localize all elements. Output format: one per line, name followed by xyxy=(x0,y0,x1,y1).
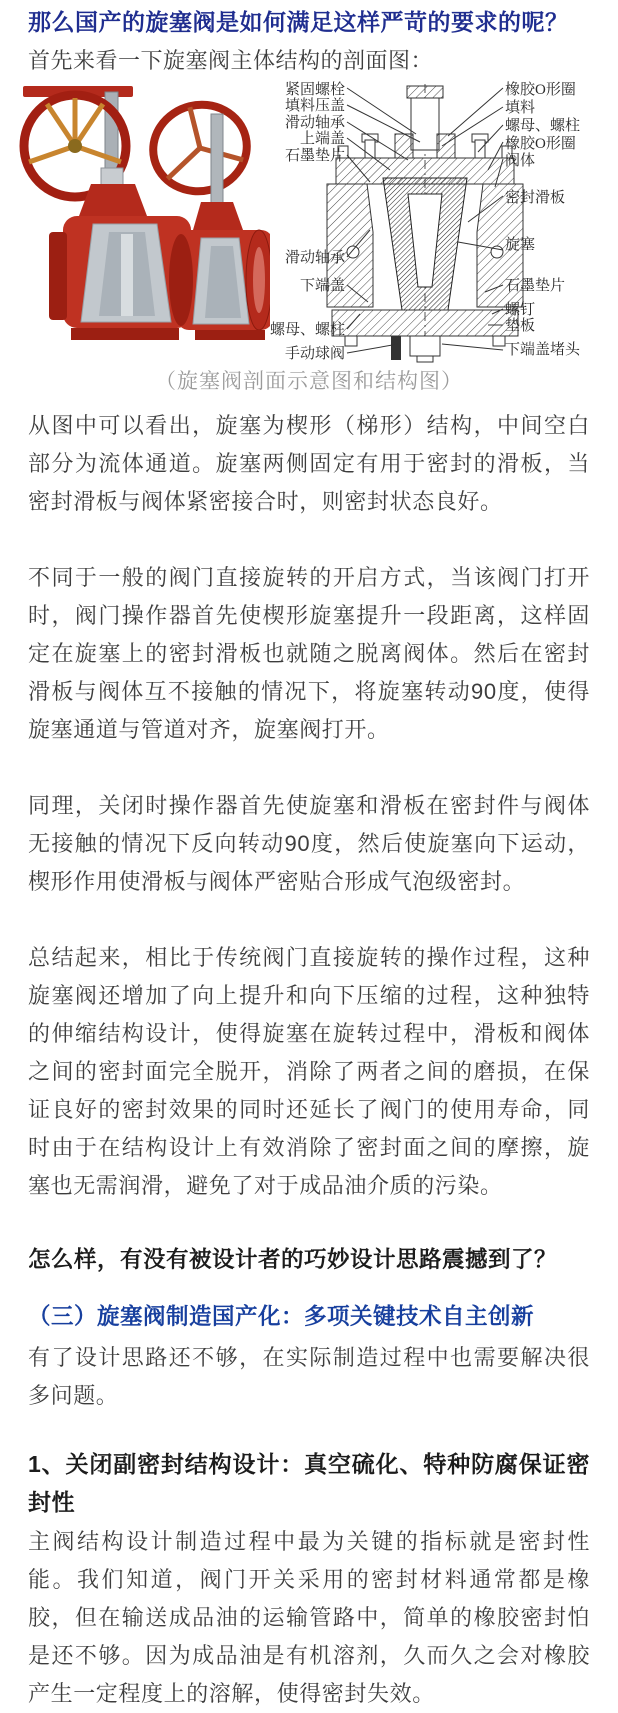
figure-intro-text: 首先来看一下旋塞阀主体结构的剖面图： xyxy=(28,48,434,73)
body-paragraph: 同理，关闭时操作器首先使旋塞和滑板在密封件与阀体无接触的情况下反向转动90度，然后使旋塞向下运动，楔形作用使滑板与阀体严密贴合形成气泡级密封。 xyxy=(28,793,590,894)
diagram-label: 螺钉 xyxy=(505,302,536,318)
diagram-label: 手动球阀 xyxy=(284,346,345,362)
diagram-label: 密封滑板 xyxy=(505,190,566,206)
diagram-label: 螺母、螺柱 xyxy=(269,322,345,338)
subsection-heading: 1、关闭副密封结构设计：真空硫化、特种防腐保证密封性 xyxy=(28,1451,590,1515)
body-paragraph: 总结起来，相比于传统阀门直接旋转的操作过程，这种旋塞阀还增加了向上提升和向下压缩的过程，这种独特的伸缩结构设计，使得旋塞在旋转过程中，滑板和阀体之间的密封面完全脱开，消除了两者之间的磨损，在保证良好的密封效果的同时还延长了阀门的使用寿命，同时由于在结构设计上有效消除了密封面之间的摩擦，旋塞也无需润滑，避免了对于成品油介质的污染。 xyxy=(28,945,590,1198)
body-paragraph: 从图中可以看出，旋塞为楔形（梯形）结构，中间空白部分为流体通道。旋塞两侧固定有用于密封的滑板，当密封滑板与阀体紧密接合时，则密封状态良好。 xyxy=(28,413,590,514)
diagram-label: 石墨垫片 xyxy=(505,278,566,294)
diagram-label: 填料 xyxy=(505,100,536,116)
subsection-paragraph: 主阀结构设计制造过程中最为关键的指标就是密封性能。我们知道，阀门开关采用的密封材料通常都是橡胶，但在输送成品油的运输管路中，简单的橡胶密封怕是还不够。因为成品油是有机溶剂，久而久之会对橡胶产生一定程度上的溶解，使得密封失效。 xyxy=(28,1529,590,1706)
figure-caption: （旋塞阀剖面示意图和结构图） xyxy=(155,370,463,393)
article-question-heading: 那么国产的旋塞阀是如何满足这样严苛的要求的呢？ xyxy=(28,9,569,35)
section-intro-paragraph: 有了设计思路还不够，在实际制造过程中也需要解决很多问题。 xyxy=(28,1345,590,1408)
diagram-label: 橡胶O形圈 xyxy=(505,136,576,152)
valve-figure xyxy=(0,82,618,365)
diagram-label: 填料压盖 xyxy=(284,98,345,114)
diagram-label: 下端盖堵头 xyxy=(505,342,581,358)
diagram-label: 螺母、螺柱 xyxy=(505,118,581,134)
diagram-label: 橡胶O形圈 xyxy=(505,82,576,98)
diagram-label: 紧固螺栓 xyxy=(284,82,345,98)
diagram-label: 阀体 xyxy=(505,153,536,169)
valve-photo-illustration xyxy=(5,82,270,360)
diagram-label: 滑动轴承 xyxy=(284,115,345,131)
section-heading: （三）旋塞阀制造国产化：多项关键技术自主创新 xyxy=(28,1304,535,1329)
diagram-label: 下端盖 xyxy=(299,278,345,294)
diagram-label: 垫板 xyxy=(505,318,536,334)
diagram-label: 滑动轴承 xyxy=(284,250,345,266)
diagram-label: 旋塞 xyxy=(505,237,536,253)
diagram-label: 上端盖 xyxy=(299,131,345,147)
diagram-label: 石墨垫片 xyxy=(284,148,345,164)
bold-question-text: 怎么样，有没有被设计者的巧妙设计思路震撼到了？ xyxy=(28,1247,558,1272)
body-paragraph: 不同于一般的阀门直接旋转的开启方式，当该阀门打开时，阀门操作器首先使楔形旋塞提升一段距离，这样固定在旋塞上的密封滑板也就随之脱离阀体。然后在密封滑板与阀体互不接触的情况下，将旋塞转动90度，使得旋塞通道与管道对齐，旋塞阀打开。 xyxy=(28,565,590,742)
